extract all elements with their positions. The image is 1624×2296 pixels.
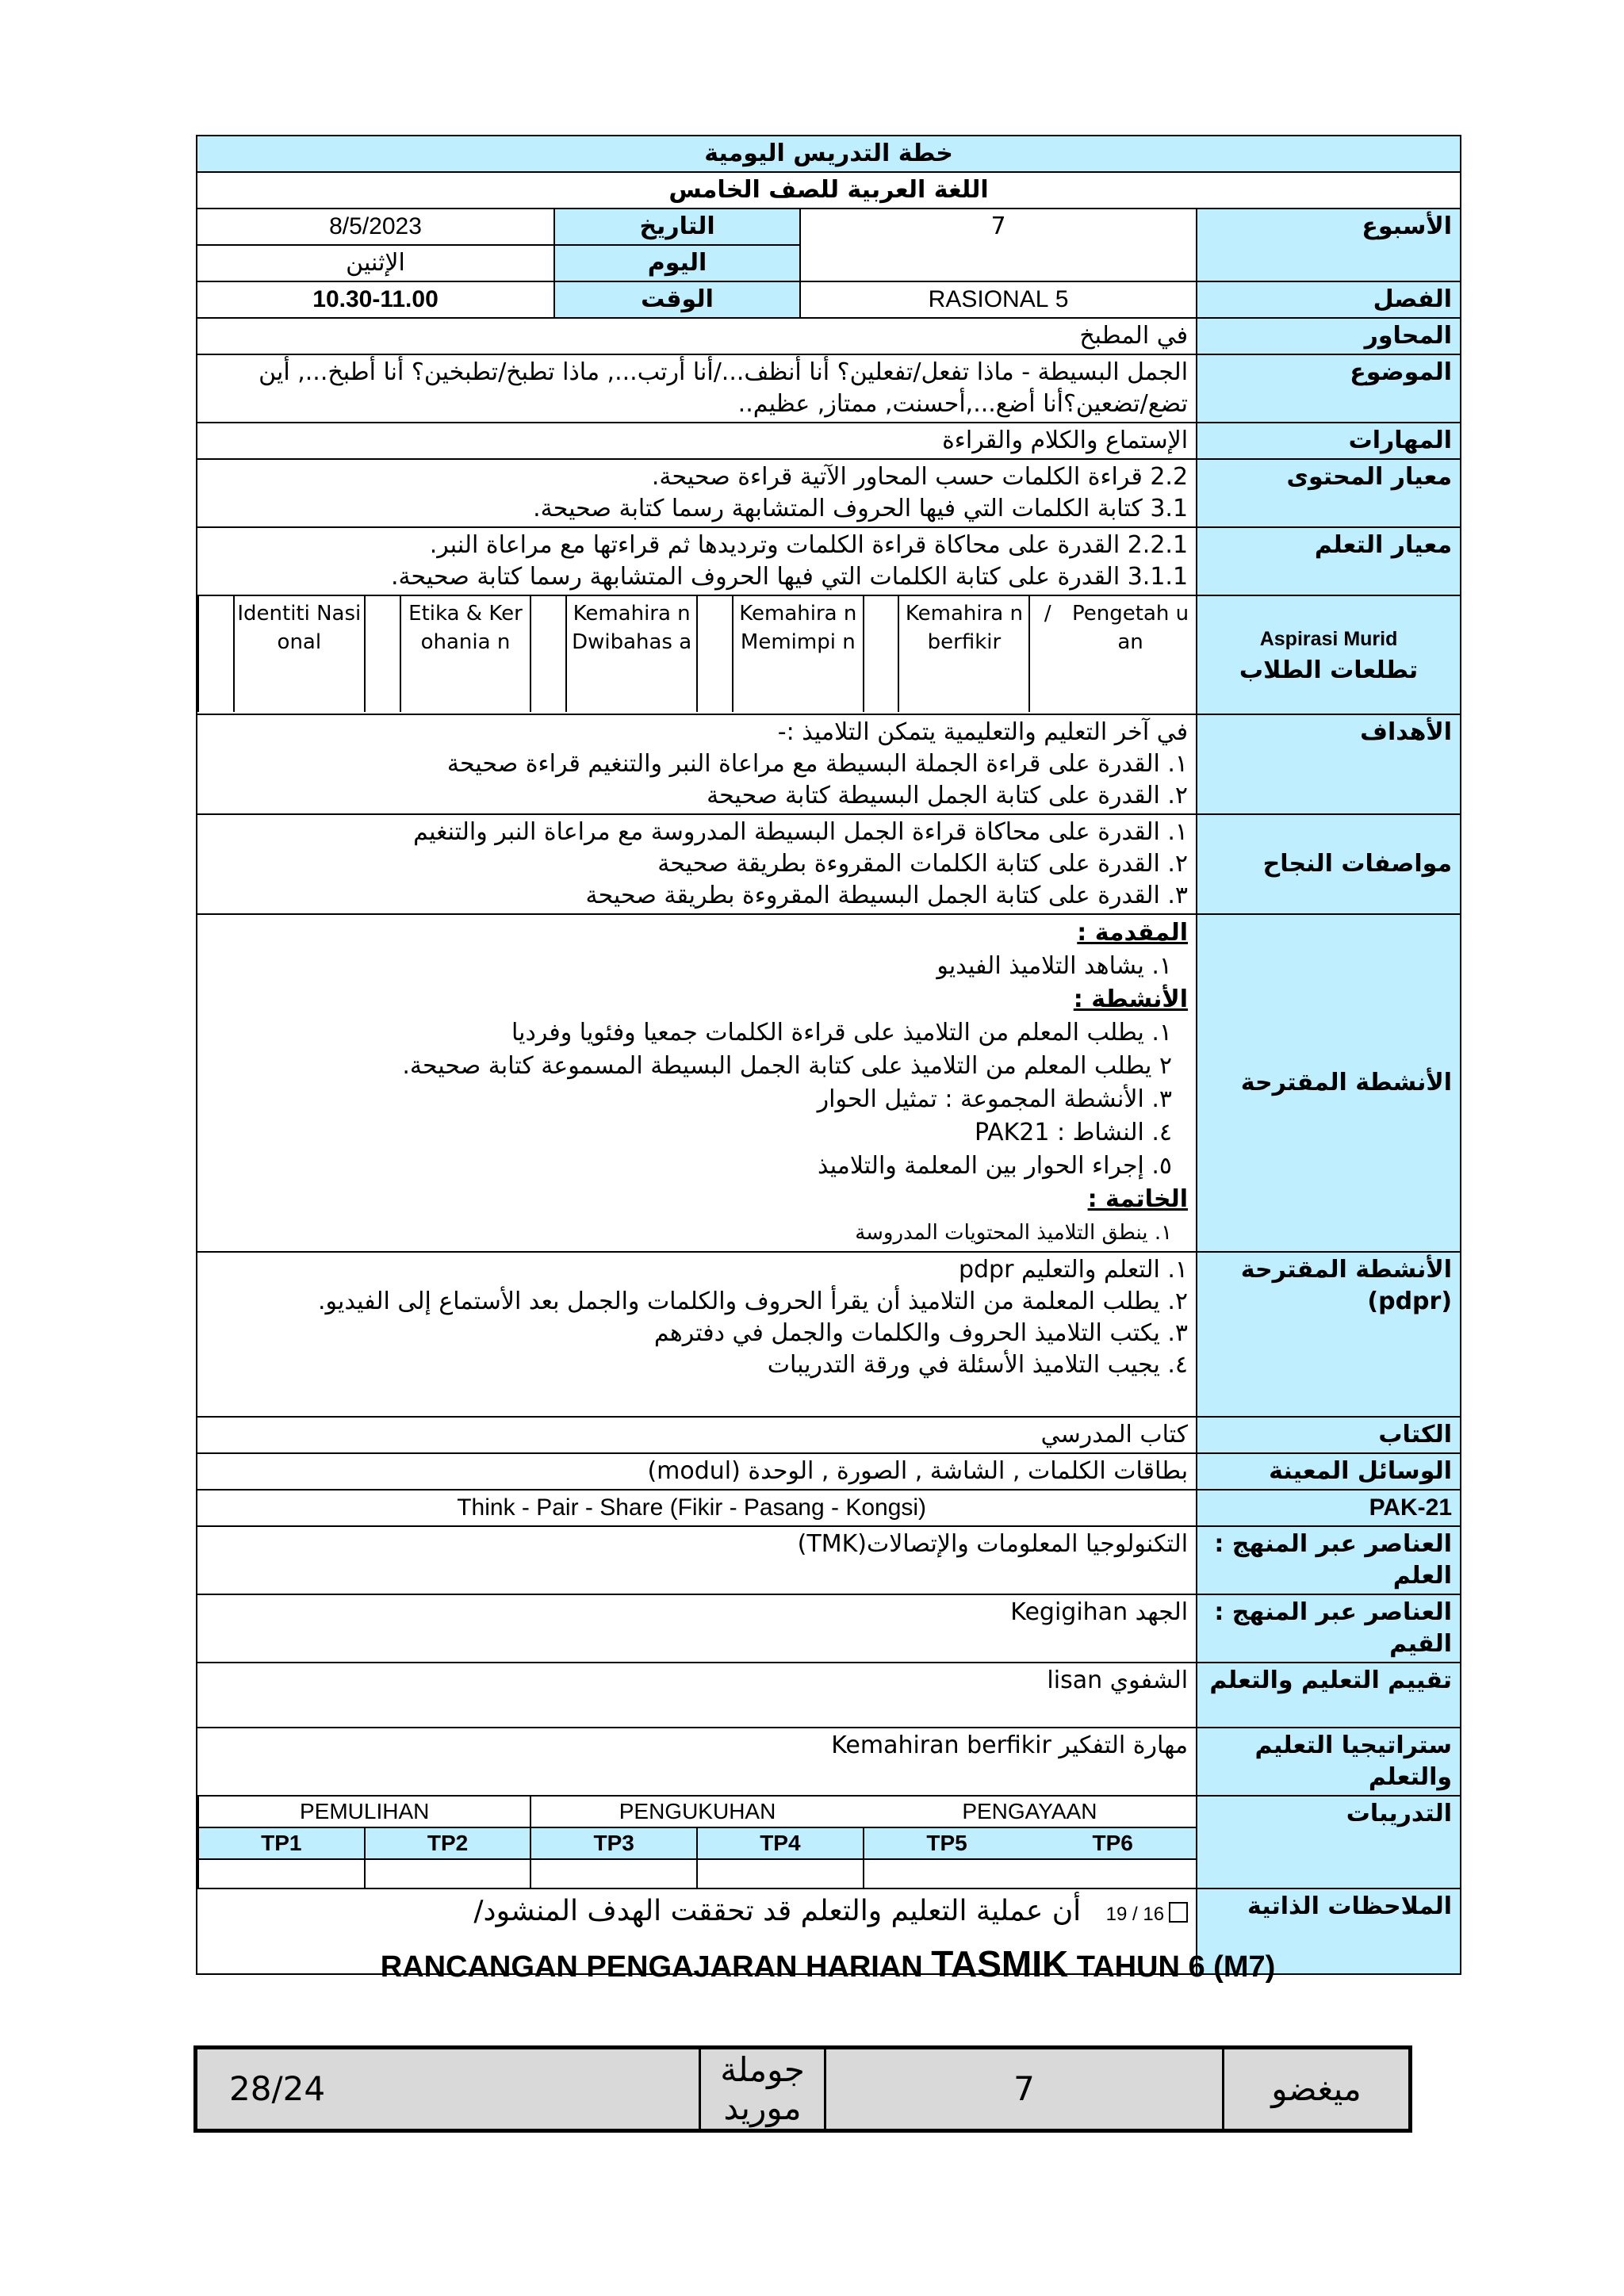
pdpr-label: الأنشطة المقترحة (pdpr): [1197, 1252, 1461, 1417]
drill-level: TP5: [864, 1827, 1030, 1859]
learning-standard-label: معيار التعلم: [1197, 527, 1461, 595]
success-item: ٢. القدرة على كتابة الكلمات المقروءة بطريقة صحيحة: [657, 850, 1189, 878]
tasmik-students-value: 28/24: [196, 2048, 700, 2131]
objectives-intro: في آخر التعليم والتعليمية يتمكن التلاميذ :-: [777, 718, 1189, 746]
time-value: 10.30-11.00: [197, 281, 554, 318]
aspiration-grid: [197, 596, 1196, 712]
skills-label: المهارات: [1197, 423, 1461, 459]
aids-value: بطاقات الكلمات , الشاشة , الصورة , الوحدة (modul): [197, 1453, 1197, 1490]
closing-item: ١. ينطق التلاميذ المحتويات المدروسة: [855, 1221, 1173, 1245]
cross-curricular-values-label: العناصر عبر المنهج : القيم: [1197, 1594, 1461, 1663]
aids-label: الوسائل المعينة: [1197, 1453, 1461, 1490]
drill-level: TP2: [365, 1827, 531, 1859]
success-item: ٣. القدرة على كتابة الجمل البسيطة المقروءة بطريقة صحيحة: [585, 882, 1189, 909]
activity-item: ١. يطلب المعلم من التلاميذ على قراءة الكلمات جمعيا وفئويا وفرديا: [511, 1019, 1173, 1047]
aspiration-checkbox[interactable]: [697, 596, 733, 712]
content-standard-item: 2.2 قراءة الكلمات حسب المحاور الآتية قراءة صحيحة.: [651, 463, 1189, 491]
pdpr-item: ٢. يطلب المعلمة من التلاميذ أن يقرأ الحروف والكلمات والجمل بعد الأستماع إلى الفيديو.: [317, 1288, 1189, 1315]
reflection-label: الملاحظات الذاتية: [1197, 1888, 1461, 1974]
aspiration-item: Pengetah uan: [1072, 602, 1189, 654]
drill-level: TP6: [1029, 1827, 1196, 1859]
aspiration-checkbox[interactable]: /: [1029, 596, 1065, 712]
axis-value: في المطبخ: [197, 318, 1197, 354]
learning-standard-item: 3.1.1 القدرة على كتابة الكلمات التي فيها الحروف المتشابهة رسما كتابة صحيحة.: [390, 563, 1189, 591]
intro-heading: المقدمة :: [1077, 919, 1189, 947]
aspiration-item: Etika & Kerohania n: [400, 596, 531, 712]
cross-curricular-knowledge-label: العناصر عبر المنهج : العلم: [1197, 1526, 1461, 1594]
day-label: اليوم: [554, 245, 800, 281]
content-standard-cell: [197, 459, 1197, 527]
success-cell: [197, 814, 1197, 914]
topic-value: الجمل البسيطة - ماذا تفعل/تفعلين؟ أنا أنظف.../أنا أرتب..., ماذا تطبخ/تطبخين؟ أنا أطبخ..., أين تضع/تضعين؟أنا أضع...,أحسنت, ممتاز, عظيم..: [197, 354, 1197, 423]
intro-item: ١. يشاهد التلاميذ الفيديو: [936, 952, 1173, 980]
pdpr-cell: [197, 1252, 1197, 1417]
success-item: ١. القدرة على محاكاة قراءة الجمل البسيطة المدروسة مع مراعاة النبر والتنغيم: [413, 818, 1189, 846]
content-standard-label: معيار المحتوى: [1197, 459, 1461, 527]
drill-level: TP4: [697, 1827, 864, 1859]
aspiration-label-ms: Aspirasi Murid: [1259, 628, 1398, 650]
tasmik-students-label: جوملة موريد: [700, 2048, 825, 2131]
drills-grid: [197, 1797, 1196, 1888]
drill-group: PENGAYAAN: [962, 1799, 1097, 1823]
topic-label: الموضوع: [1197, 354, 1461, 423]
objective-item: ٢. القدرة على كتابة الجمل البسيطة كتابة صحيحة: [707, 782, 1189, 809]
tasmik-title-pre: RANCANGAN PENGAJARAN HARIAN: [380, 1950, 923, 1984]
time-label: الوقت: [554, 281, 800, 318]
plan-subheader: اللغة العربية للصف الخامس: [197, 172, 1461, 209]
drill-entry[interactable]: [365, 1859, 531, 1888]
learning-standard-item: 2.2.1 القدرة على محاكاة قراءة الكلمات وترديدها ثم قراءتها مع مراعاة النبر.: [429, 531, 1189, 559]
tasmik-title-big: TASMIK: [931, 1943, 1069, 1984]
drill-entry[interactable]: [198, 1859, 365, 1888]
activity-item: ٢ يطلب المعلم من التلاميذ على كتابة الجمل البسيطة المسموعة كتابة صحيحة.: [402, 1052, 1173, 1080]
activity-item: ٤. النشاط : PAK21: [974, 1119, 1173, 1146]
activity-item: ٣. الأنشطة المجموعة : تمثيل الحوار: [817, 1085, 1173, 1113]
week-label: الأسبوع: [1197, 209, 1461, 281]
drill-entry[interactable]: [530, 1859, 697, 1888]
activities-heading: الأنشطة :: [1073, 985, 1189, 1013]
skills-value: الإستماع والكلام والقراءة: [197, 423, 1197, 459]
tasmik-title-post: TAHUN 6 (M7): [1076, 1950, 1276, 1984]
pdpr-item: ١. التعلم والتعليم pdpr: [958, 1256, 1189, 1284]
strategy-label: ستراتيجيا التعليم والتعلم: [1197, 1728, 1461, 1796]
drill-entry[interactable]: [1029, 1859, 1196, 1888]
drill-level: TP1: [198, 1827, 365, 1859]
pdpr-item: ٣. يكتب التلاميذ الحروف والكلمات والجمل في دفترهم: [653, 1319, 1189, 1347]
book-label: الكتاب: [1197, 1417, 1461, 1453]
closing-heading: الخاتمة :: [1087, 1185, 1189, 1213]
aspiration-item: Identiti Nasional: [234, 596, 365, 712]
class-value: 5 RASIONAL: [800, 281, 1197, 318]
content-standard-item: 3.1 كتابة الكلمات التي فيها الحروف المتشابهة رسما كتابة صحيحة.: [533, 495, 1189, 522]
drill-level: TP3: [530, 1827, 697, 1859]
aspiration-checkbox[interactable]: [530, 596, 566, 712]
plan-header: خطة التدريس اليومية: [197, 136, 1461, 172]
activities-cell: [197, 914, 1197, 1252]
pak21-label: PAK-21: [1197, 1490, 1461, 1526]
activities-label: الأنشطة المقترحة: [1197, 914, 1461, 1252]
class-label: الفصل: [1197, 281, 1461, 318]
aspiration-checkbox[interactable]: [198, 596, 234, 712]
aspiration-label: [1197, 595, 1461, 714]
success-label: مواصفات النجاح: [1197, 814, 1461, 914]
daily-lesson-plan-table: [196, 135, 1461, 1975]
assessment-label: تقييم التعليم والتعلم: [1197, 1663, 1461, 1728]
pdpr-item: ٤. يجيب التلاميذ الأسئلة في ورقة التدريبات: [767, 1351, 1189, 1379]
learning-standard-cell: [197, 527, 1197, 595]
tasmik-table: [193, 2045, 1412, 2133]
book-value: كتاب المدرسي: [197, 1417, 1197, 1453]
reflection-checkbox[interactable]: [1169, 1902, 1188, 1923]
drill-entry[interactable]: [697, 1859, 864, 1888]
cross-curricular-values-value: الجهد Kegigihan: [197, 1594, 1197, 1663]
objectives-cell: [197, 714, 1197, 814]
reflection-text: أن عملية التعليم والتعلم قد تحققت الهدف المنشود/: [473, 1895, 1082, 1927]
assessment-value: الشفوي lisan: [197, 1663, 1197, 1728]
reflection-count: 19 / 16: [1105, 1904, 1165, 1925]
drill-group: PENGUKUHAN: [530, 1797, 863, 1827]
cross-curricular-knowledge-value: التكنولوجيا المعلومات والإتصالات(TMK): [197, 1526, 1197, 1594]
tasmik-title: [196, 1942, 1460, 1985]
strategy-value: مهارة التفكير Kemahiran berfikir: [197, 1728, 1197, 1796]
date-label: التاريخ: [554, 209, 800, 245]
drills-label: التدريبات: [1197, 1796, 1461, 1888]
activity-item: ٥. إجراء الحوار بين المعلمة والتلاميذ: [817, 1152, 1173, 1180]
pak21-value: Think - Pair - Share (Fikir - Pasang - Kongsi): [197, 1490, 1197, 1526]
drill-group: PEMULIHAN: [198, 1797, 530, 1827]
day-value: الإثنين: [197, 245, 554, 281]
drills-cell: [197, 1796, 1197, 1888]
aspiration-cell: [197, 595, 1197, 714]
objectives-label: الأهداف: [1197, 714, 1461, 814]
objective-item: ١. القدرة على قراءة الجملة البسيطة مع مراعاة النبر والتنغيم قراءة صحيحة: [446, 750, 1189, 778]
aspiration-item: Kemahira n berfikir: [898, 596, 1029, 712]
aspiration-checkbox[interactable]: [365, 596, 400, 712]
aspiration-item: Kemahira n Dwibahas a: [566, 596, 697, 712]
aspiration-checkbox[interactable]: [864, 596, 899, 712]
axis-label: المحاور: [1197, 318, 1461, 354]
drill-entry[interactable]: [864, 1859, 1030, 1888]
week-value: 7: [800, 209, 1197, 281]
aspiration-item: Kemahira n Memimpi n: [733, 596, 864, 712]
tasmik-week-label: ميغضو: [1224, 2048, 1411, 2131]
aspiration-label-ar: تطلعات الطلاب: [1239, 656, 1419, 684]
tasmik-week-value: 7: [825, 2048, 1224, 2131]
date-value: 8/5/2023: [197, 209, 554, 245]
